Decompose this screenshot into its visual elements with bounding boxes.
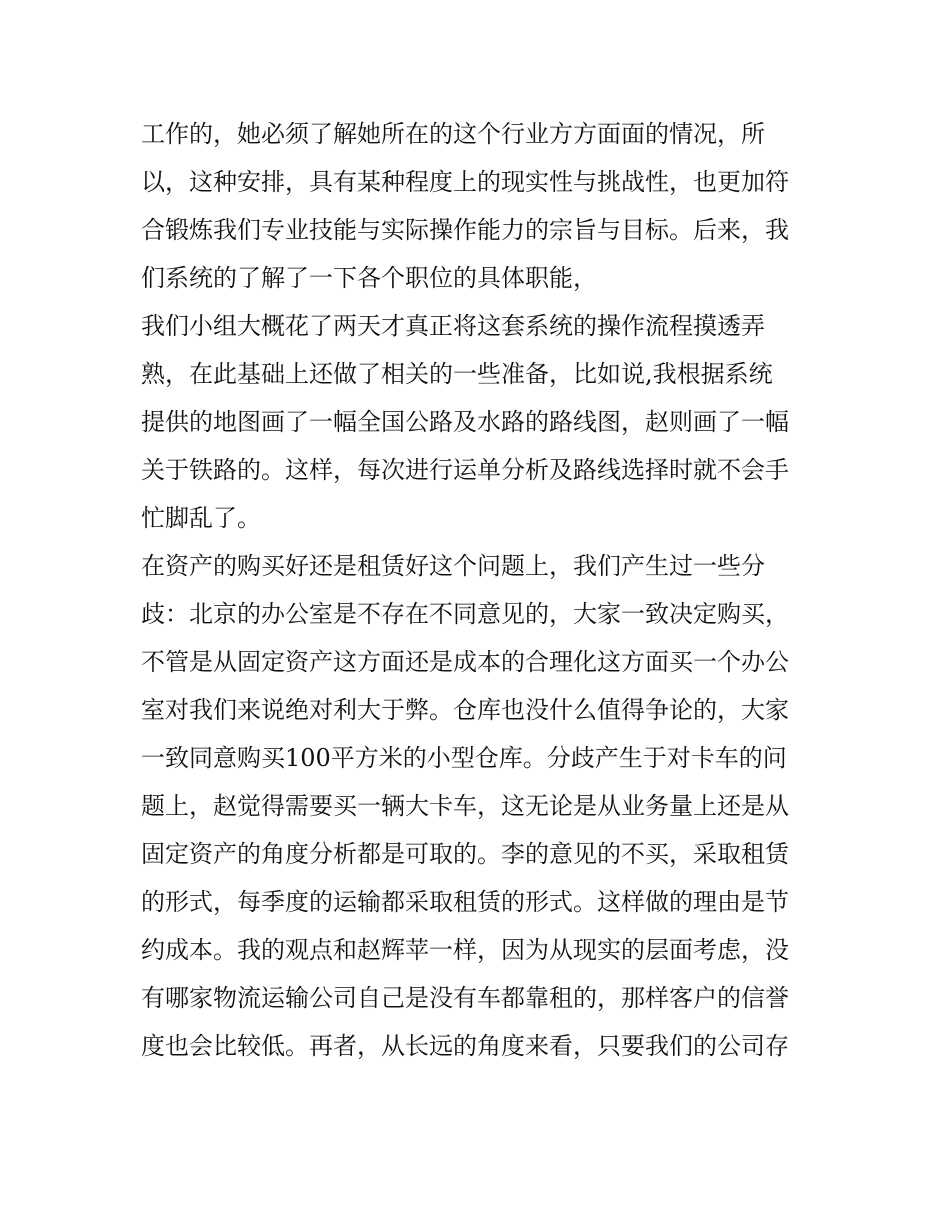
text-line: 我们小组大概花了两天才真正将这套系统的操作流程摸透弄: [141, 312, 765, 340]
text-line: 工作的，她必须了解她所在的这个行业方方面面的情况，所: [141, 120, 765, 148]
text-line: 关于铁路的。这样，每次进行运单分析及路线选择时就不会手: [141, 456, 789, 484]
text-line: 室对我们来说绝对利大于弊。仓库也没什么值得争论的，大家: [141, 696, 789, 724]
body-text: [141, 110, 813, 1070]
text-line: 忙脚乱了。: [141, 504, 261, 532]
text-line: 提供的地图画了一幅全国公路及水路的路线图，赵则画了一幅: [141, 408, 789, 436]
text-line: 在资产的购买好还是租赁好这个问题上，我们产生过一些分: [141, 552, 765, 580]
text-line: 合锻炼我们专业技能与实际操作能力的宗旨与目标。后来，我: [141, 216, 789, 244]
text-line: 固定资产的角度分析都是可取的。李的意见的不买，采取租赁: [141, 840, 789, 868]
text-line: 们系统的了解了一下各个职位的具体职能，: [141, 264, 597, 292]
text-line: 题上，赵觉得需要买一辆大卡车，这无论是从业务量上还是从: [141, 792, 789, 820]
text-line: 有哪家物流运输公司自己是没有车都靠租的，那样客户的信誉: [141, 984, 789, 1012]
text-line: 约成本。我的观点和赵辉苹一样，因为从现实的层面考虑，没: [141, 936, 789, 964]
text-line: 一致同意购买100平方米的小型仓库。分歧产生于对卡车的问: [141, 744, 787, 772]
text-line: 的形式，每季度的运输都采取租赁的形式。这样做的理由是节: [141, 888, 789, 916]
text-line: 熟，在此基础上还做了相关的一些准备，比如说,我根据系统: [141, 360, 773, 388]
text-line: 度也会比较低。再者，从长远的角度来看，只要我们的公司存: [141, 1032, 789, 1060]
text-line: 歧：北京的办公室是不存在不同意见的，大家一致决定购买，: [141, 600, 789, 628]
text-line: 以，这种安排，具有某种程度上的现实性与挑战性，也更加符: [141, 168, 789, 196]
text-line: 不管是从固定资产这方面还是成本的合理化这方面买一个办公: [141, 648, 789, 676]
